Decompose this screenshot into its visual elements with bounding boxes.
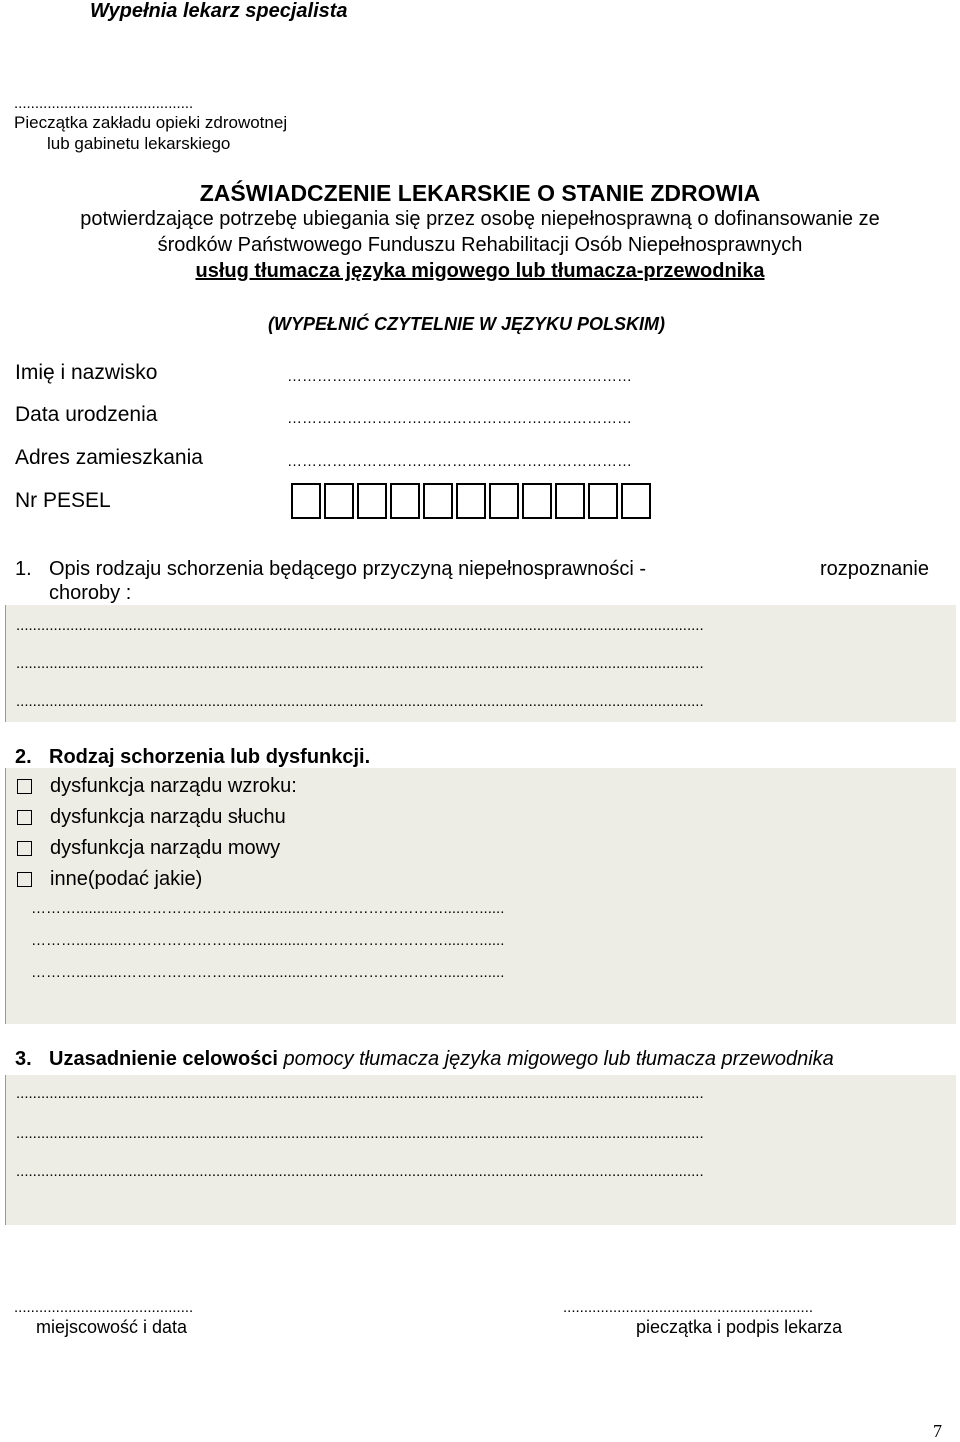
section1-answer-area[interactable]: [5, 605, 956, 722]
option-hearing: dysfunkcja narządu słuchu: [50, 806, 286, 828]
page-number: 7: [933, 1421, 942, 1441]
answer-line: .....................................................................................................................................................................: [16, 1163, 704, 1180]
pesel-label: Nr PESEL: [15, 489, 111, 512]
title-subtitle-3: usług tłumacza języka migowego lub tłumacza-przewodnika: [195, 260, 765, 282]
title-subtitle-1: potwierdzające potrzebę ubiegania się przez osobę niepełnosprawną o dofinansowanie ze: [80, 208, 880, 230]
instruction: (WYPEŁNIĆ CZYTELNIE W JĘZYKU POLSKIM): [268, 314, 666, 334]
dob-field[interactable]: ……………………………………………………………: [287, 410, 632, 427]
other-line[interactable]: ………...........……………………................……………………….....…......: [31, 900, 505, 917]
other-line[interactable]: ………...........……………………................……………………….....…......: [31, 964, 505, 981]
pesel-digit-box[interactable]: [555, 483, 585, 519]
answer-line: .....................................................................................................................................................................: [16, 655, 704, 672]
fill-note: Wypełnia lekarz specjalista: [90, 0, 348, 22]
answer-line: .....................................................................................................................................................................: [16, 693, 704, 710]
option-other: inne(podać jakie): [50, 868, 203, 890]
section3-number: 3.: [15, 1048, 32, 1070]
stamp-line-1: Pieczątka zakładu opieki zdrowotnej: [14, 113, 288, 132]
answer-line: .....................................................................................................................................................................: [16, 617, 704, 634]
stamp-line-2: lub gabinetu lekarskiego: [47, 134, 231, 153]
pesel-digit-box[interactable]: [390, 483, 420, 519]
section2-area: [5, 768, 956, 1024]
page-title: ZAŚWIADCZENIE LEKARSKIE O STANIE ZDROWIA: [199, 180, 761, 206]
pesel-digit-box[interactable]: [621, 483, 651, 519]
section2-title: Rodzaj schorzenia lub dysfunkcji.: [49, 746, 371, 768]
pesel-digit-box[interactable]: [291, 483, 321, 519]
checkbox-speech[interactable]: [17, 841, 32, 856]
section1-text-cont: choroby :: [49, 582, 132, 604]
pesel-boxes: [291, 483, 654, 519]
pesel-digit-box[interactable]: [456, 483, 486, 519]
section3-title: [49, 1048, 834, 1071]
option-vision: dysfunkcja narządu wzroku:: [50, 775, 297, 797]
pesel-digit-box[interactable]: [588, 483, 618, 519]
pesel-digit-box[interactable]: [522, 483, 552, 519]
checkbox-hearing[interactable]: [17, 810, 32, 825]
section1-text-end: rozpoznanie: [820, 558, 929, 580]
section3-answer-area[interactable]: [5, 1075, 956, 1225]
section1-text: Opis rodzaju schorzenia będącego przyczyną niepełnosprawności -: [49, 558, 646, 580]
pesel-digit-box[interactable]: [324, 483, 354, 519]
address-label: Adres zamieszkania: [15, 446, 203, 469]
checkbox-other[interactable]: [17, 872, 32, 887]
other-line[interactable]: ………...........……………………................……………………….....…......: [31, 932, 505, 949]
answer-line: .....................................................................................................................................................................: [16, 1085, 704, 1102]
pesel-digit-box[interactable]: [489, 483, 519, 519]
option-speech: dysfunkcja narządu mowy: [50, 837, 281, 859]
stamp-dots: ...........................................: [14, 95, 194, 112]
address-field[interactable]: ……………………………………………………………: [287, 453, 632, 470]
pesel-digit-box[interactable]: [423, 483, 453, 519]
place-date-dots[interactable]: ...........................................: [14, 1299, 194, 1316]
pesel-digit-box[interactable]: [357, 483, 387, 519]
signature-label: pieczątka i podpis lekarza: [636, 1317, 843, 1337]
place-date-label: miejscowość i data: [36, 1317, 188, 1337]
name-field[interactable]: ……………………………………………………………: [287, 368, 632, 385]
name-label: Imię i nazwisko: [15, 361, 158, 384]
title-subtitle-2: środków Państwowego Funduszu Rehabilitacji Osób Niepełnosprawnych: [157, 234, 803, 256]
dob-label: Data urodzenia: [15, 403, 158, 426]
signature-dots[interactable]: ............................................................: [563, 1299, 814, 1316]
section3-title-bold: Uzasadnienie celowości: [49, 1048, 278, 1070]
section2-number: 2.: [15, 746, 32, 768]
section1-number: 1.: [15, 558, 32, 580]
checkbox-vision[interactable]: [17, 779, 32, 794]
answer-line: .....................................................................................................................................................................: [16, 1125, 704, 1142]
section3-title-italic: pomocy tłumacza języka migowego lub tłumacza przewodnika: [283, 1048, 834, 1070]
